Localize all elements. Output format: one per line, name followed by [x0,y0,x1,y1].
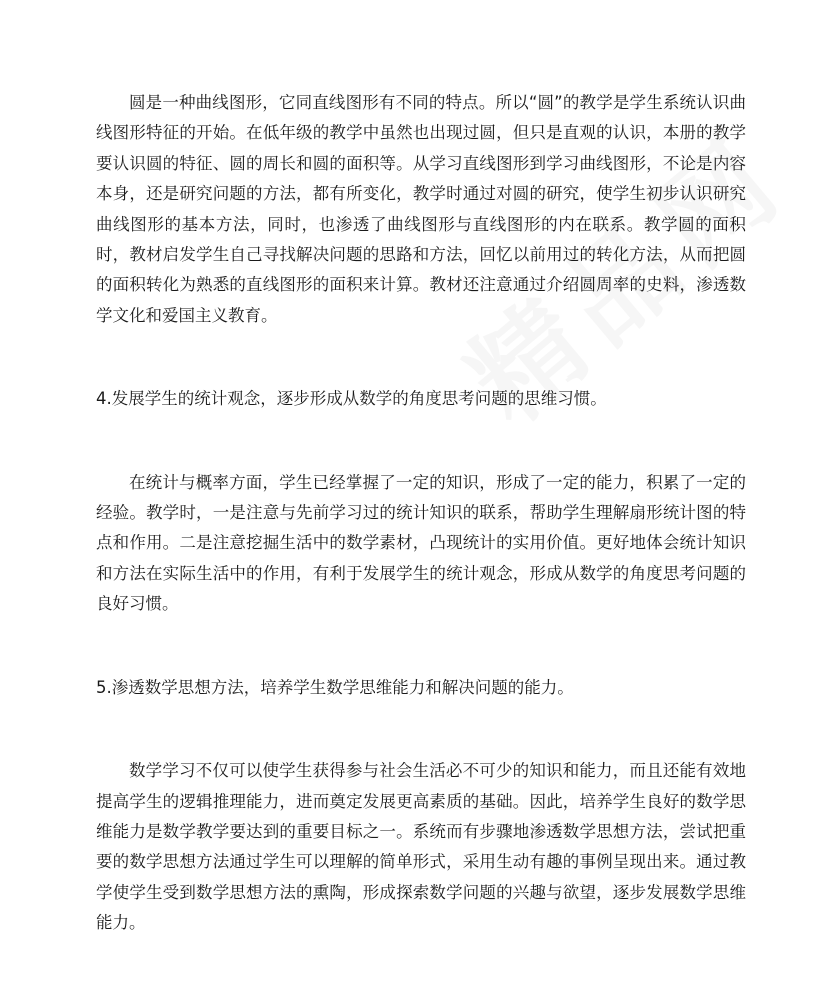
section-heading-statistics: 4.发展学生的统计观念，逐步形成从数学的角度思考问题的思维习惯。 [96,389,607,409]
paragraph-circle-teaching: 圆是一种曲线图形，它同直线图形有不同的特点。所以“圆”的教学是学生系统认识曲线图形特征的开始。在低年级的教学中虽然也出现过圆，但只是直观的认识，本册的教学要认识圆的特征、圆的周长和圆的面积等。从学习直线图形到学习曲线图形，不论是内容本身，还是研究问题的方法，都有所变化，教学时通过对圆的研究，使学生初步认识研究曲线图形的基本方法，同时，也渗透了曲线图形与直线图形的内在联系。教学圆的面积时，教材启发学生自己寻找解决问题的思路和方法，回忆以前用过的转化方法，从而把圆的面积转化为熟悉的直线图形的面积来计算。教材还注意通过介绍圆周率的史料，渗透数学文化和爱国主义教育。 [96,93,746,325]
paragraph-statistics: 在统计与概率方面，学生已经掌握了一定的知识，形成了一定的能力，积累了一定的经验。教学时，一是注意与先前学习过的统计知识的联系，帮助学生理解扇形统计图的特点和作用。二是注意挖掘生活中的数学素材，凸现统计的实用价值。更好地体会统计知识和方法在实际生活中的作用，有利于发展学生的统计观念，形成从数学的角度思考问题的良好习惯。 [96,472,746,614]
section-heading-math-thinking: 5.渗透数学思想方法，培养学生数学思维能力和解决问题的能力。 [96,677,574,697]
document-body [96,88,746,992]
paragraph-math-thinking: 数学学习不仅可以使学生获得参与社会生活必不可少的知识和能力，而且还能有效地提高学生的逻辑推理能力，进而奠定发展更高素质的基础。因此，培养学生良好的数学思维能力是数学教学要达到的重要目标之一。系统而有步骤地渗透数学思想方法，尝试把重要的数学思想方法通过学生可以理解的简单形式，采用生动有趣的事例呈现出来。通过教学使学生受到数学思想方法的熏陶，形成探索数学问题的兴趣与欲望，逐步发展数学思维能力。 [96,761,746,933]
